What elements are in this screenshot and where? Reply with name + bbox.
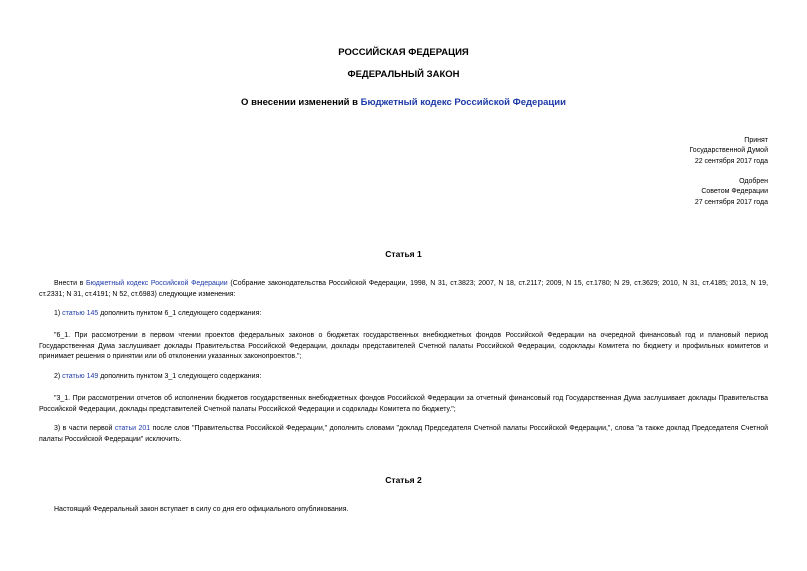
item-2-text: "3_1. При рассмотрении отчетов об исполнении бюджетов государственных внебюджетных фондов Российской Федерации за отчетный финансовый год Государственная Дума заслушивает доклады Правительства Российской Федерации, доклады представителей Счетной палаты Российской Федерации и содоклады Комитета по бюджету."; [39, 395, 768, 413]
item-3-pre: 3) в части первой [54, 425, 115, 432]
budget-code-link[interactable]: Бюджетный кодекс Российской Федерации [86, 280, 228, 287]
adoption-line-2: Государственной Думой [689, 147, 768, 155]
item-3-line [39, 424, 768, 445]
approval-block [695, 177, 768, 208]
item-1-post: дополнить пунктом 6_1 следующего содержания: [98, 310, 262, 317]
adoption-block [689, 136, 768, 167]
adoption-date: 22 сентября 2017 года [694, 157, 768, 165]
budget-code-title-link[interactable]: Бюджетный кодекс Российской Федерации [360, 97, 566, 108]
law-type-heading: ФЕДЕРАЛЬНЫЙ ЗАКОН [347, 69, 460, 80]
article-1-intro [39, 279, 768, 300]
item-3-post: после слов "Правительства Российской Федерации," дополнить словами "доклад Председателя Счетной палаты Российской Федерации,", слова "а также доклад Председателя Счетной палаты Российской Федерации" исключить. [39, 425, 768, 443]
adoption-line-1: Принят [744, 137, 768, 144]
article-145-link[interactable]: статью 145 [62, 310, 99, 317]
article-2-text: Настоящий Федеральный закон вступает в силу со дня его официального опубликования. [54, 506, 349, 513]
item-1-text: "6_1. При рассмотрении в первом чтении проектов федеральных законов о бюджетах государственных внебюджетных фондов Российской Федерации на очередной финансовый год и плановый период Государственная Дума заслушивает доклады Правительства Российской Федерации, доклады представителей Счетной палаты Российской Федерации, содоклады Комитета по бюджету и профильных комитетов и принимает решения о принятии или об отклонении указанных законопроектов."; [39, 332, 768, 361]
item-2-pre: 2) [54, 373, 63, 380]
item-1-line [39, 309, 768, 320]
item-2-line [39, 372, 768, 383]
law-title-prefix: О внесении изменений в [241, 97, 361, 108]
approval-line-2: Советом Федерации [701, 188, 768, 196]
article-149-link[interactable]: статью 149 [62, 373, 99, 380]
article-2-heading: Статья 2 [385, 475, 422, 485]
intro-post: (Собрание законодательства Российской Федерации, 1998, N 31, ст.3823; 2007, N 18, ст.2117; 2009, N 15, ст.1780; N 29, ст.3629; 2010, N 31, ст.4185; 2013, N 19, ст.2331; N 31, ст.4191; N 52, ст.6983) следующие изменения: [39, 280, 769, 298]
item-2-post: дополнить пунктом 3_1 следующего содержания: [98, 373, 262, 380]
item-1-pre: 1) [54, 310, 63, 317]
approval-date: 27 сентября 2017 года [694, 198, 768, 206]
law-title [0, 97, 807, 108]
approval-line-1: Одобрен [739, 178, 768, 185]
article-201-link[interactable]: статьи 201 [114, 425, 151, 432]
intro-pre: Внести в [54, 280, 87, 287]
article-1-heading: Статья 1 [385, 249, 422, 259]
country-heading: РОССИЙСКАЯ ФЕДЕРАЦИЯ [338, 47, 469, 58]
